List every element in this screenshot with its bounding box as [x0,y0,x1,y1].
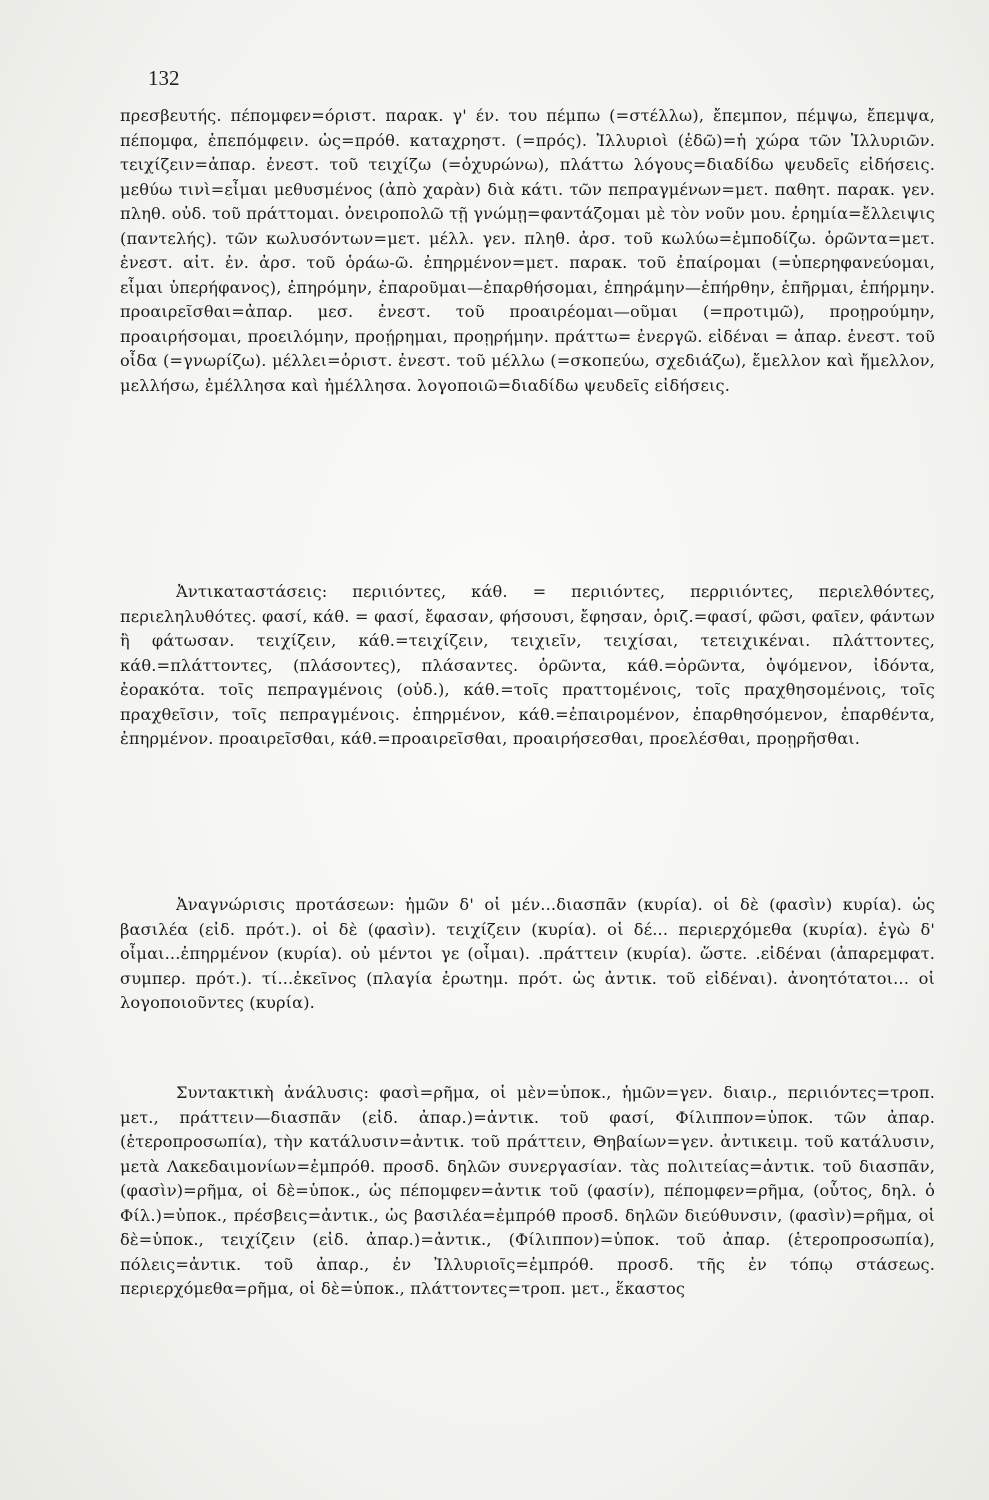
page-number: 132 [148,66,180,90]
vocabulary-notes [120,104,935,399]
syntactic-analysis-paragraph: Συντακτικὴ ἀνάλυσις: φασὶ=ρῆμα, οἱ μὲν=ὑποκ., ἡμῶν=γεν. διαιρ., περιιόντες=τροπ. μετ., πράττειν—διασπᾶν (εἰδ. ἀπαρ.)=ἀντικ. τοῦ φασί, Φίλιππον=ὑποκ. τῶν ἀπαρ. (ἑτεροπροσωπία), τὴν κατάλυσιν=ἀντικ. τοῦ πράττειν, Θηβαίων=γεν. ἀντικειμ. τοῦ κατάλυσιν, μετὰ Λακεδαιμονίων=ἐμπρόθ. προσδ. δηλῶν συνεργασίαν. τὰς πολιτείας=ἀντικ. τοῦ διασπᾶν, (φασὶν)=ρῆμα, οἱ δὲ=ὑποκ., ὡς πέπομφεν=ἀντικ τοῦ (φασίν), πέπομφεν=ρῆμα, (οὗτος, δηλ. ὁ Φίλ.)=ὑποκ., πρέσβεις=ἀντικ., ὡς βασιλέα=ἐμπρόθ προσδ. δηλῶν διεύθυνσιν, (φασὶν)=ρῆμα, οἱ δὲ=ὑποκ., τειχίζειν (εἰδ. ἀπαρ.)=ἀντικ., (Φίλιππον)=ὑποκ. τοῦ ἀπαρ. (ἑτεροπροσωπία), πόλεις=ἀντικ. τοῦ ἀπαρ., ἐν Ἰλλυριοῖς=ἐμπρόθ. προσδ. τῆς ἐν τόπῳ στάσεως. περιερχόμεθα=ρῆμα, οἱ δὲ=ὑποκ., πλάττοντες=τροπ. μετ., ἕκαστος [120,1083,935,1299]
clause-recognition-paragraph: Ἀναγνώρισις προτάσεων: ἡμῶν δ' οἱ μέν...διασπᾶν (κυρία). οἱ δὲ (φασὶν) κυρία). ὡς βασιλέα (εἰδ. πρότ.). οἱ δὲ (φασὶν). τειχίζειν (κυρία). οἱ δέ... περιερχόμεθα (κυρία). ἐγὼ δ' οἶμαι...ἐπηρμένον (κυρία). οὐ μέντοι γε (οἶμαι). .πράττειν (κυρία). ὥστε. .εἰδέναι (ἀπαρεμφατ. συμπερ. πρότ.). τί...ἐκεῖνος (πλαγία ἐρωτημ. πρότ. ὡς ἀντικ. τοῦ εἰδέναι). ἀνοητότατοι... οἱ λογοποιοῦντες (κυρία). [120,895,935,1013]
substitutions-paragraph: Ἀντικαταστάσεις: περιιόντες, κάθ. = περιιόντες, περριιόντες, περιελθόντες, περιεληλυθότες. φασί, κάθ. = φασί, ἔφασαν, φήσουσι, ἔφησαν, ὁριζ.=φασί, φῶσι, φαῖεν, φάντων ἢ φάτωσαν. τειχίζειν, κάθ.=τειχίζειν, τειχιεῖν, τειχίσαι, τετειχικέναι. πλάττοντες, κάθ.=πλάττοντες, (πλάσοντες), πλάσαντες. ὁρῶντα, κάθ.=ὁρῶντα, ὀψόμενον, ἰδόντα, ἑορακότα. τοῖς πεπραγμένοις (οὐδ.), κάθ.=τοῖς πραττομένοις, τοῖς πραχθησομένοις, τοῖς πραχθεῖσιν, τοῖς πεπραγμένοις. ἐπηρμένον, κάθ.=ἐπαιρομένον, ἐπαρθησόμενον, ἐπαρθέντα, ἐπηρμένον. προαιρεῖσθαι, κάθ.=προαιρεῖσθαι, προαιρήσεσθαι, προελέσθαι, προῃρῆσθαι. [120,582,935,749]
syntactic-analysis-section [120,1081,935,1302]
substitutions-section [120,580,935,752]
vocabulary-paragraph: πρεσβευτής. πέπομφεν=όριστ. παρακ. γ' έν. του πέμπω (=στέλλω), ἔπεμπον, πέμψω, ἔπεμψα, πέπομφα, ἐπεπόμφειν. ὡς=πρόθ. καταχρηστ. (=πρός). Ἰλλυριοὶ (ἐδῶ)=ἡ χώρα τῶν Ἰλλυριῶν. τειχίζειν=ἀπαρ. ἐνεστ. τοῦ τειχίζω (=ὀχυρώνω), πλάττω λόγους=διαδίδω ψευδεῖς εἰδήσεις. μεθύω τινὶ=εἶμαι μεθυσμένος (ἀπὸ χαρὰν) διὰ κάτι. τῶν πεπραγμένων=μετ. παθητ. παρακ. γεν. πληθ. οὐδ. τοῦ πράττομαι. ὀνειροπολῶ τῇ γνώμῃ=φαντάζομαι μὲ τὸν νοῦν μου. ἐρημία=ἔλλειψις (παντελής). τῶν κωλυσόντων=μετ. μέλλ. γεν. πληθ. ἀρσ. τοῦ κωλύω=ἐμποδίζω. ὁρῶντα=μετ. ἐνεστ. αἰτ. ἐν. ἀρσ. τοῦ ὁράω-ῶ. ἐπηρμένον=μετ. παρακ. τοῦ ἐπαίρομαι (=ὑπερηφανεύομαι, εἶμαι ὑπερήφανος), ἐπηρόμην, ἐπαροῦμαι—ἐπαρθήσομαι, ἐπηράμην—ἐπήρθην, ἐπῆρμαι, ἐπήρμην. προαιρεῖσθαι=ἀπαρ. μεσ. ἐνεστ. τοῦ προαιρέομαι—οῦμαι (=προτιμῶ), προῃρούμην, προαιρήσομαι, προειλόμην, προῄρημαι, προῃρήμην. πράττω= ἐνεργῶ. εἰδέναι = ἀπαρ. ἐνεστ. τοῦ οἶδα (=γνωρίζω). μέλλει=ὁριστ. ἐνεστ. τοῦ μέλλω (=σκοπεύω, σχεδιάζω), ἔμελλον καὶ ἤμελλον, μελλήσω, ἐμέλλησα καὶ ἠμέλλησα. λογοποιῶ=διαδίδω ψευδεῖς εἰδήσεις. [120,106,935,396]
clause-recognition-section [120,893,935,1016]
